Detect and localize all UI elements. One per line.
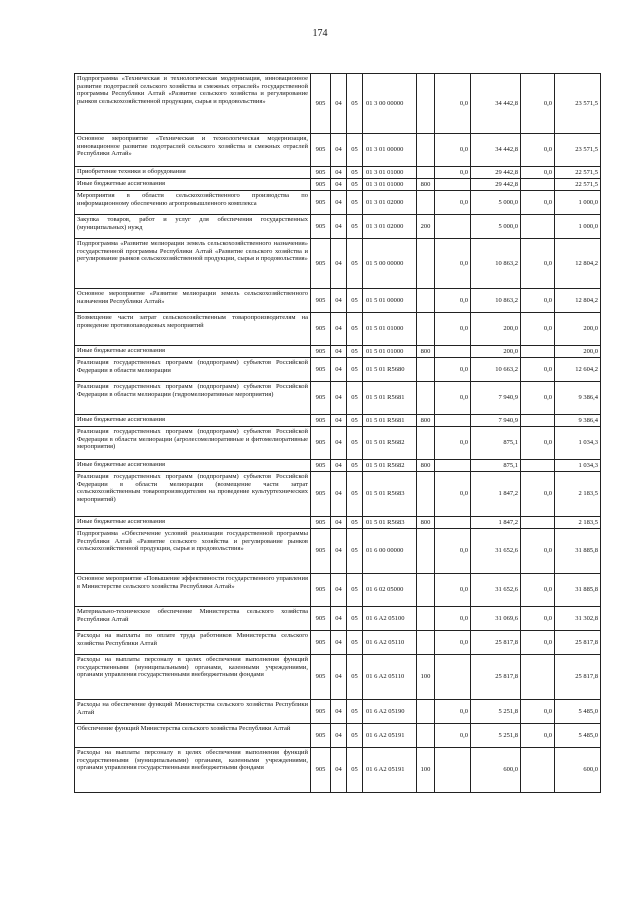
row-value-3: 0,0 <box>521 427 555 460</box>
row-expense-type <box>417 74 435 134</box>
row-value-3: 0,0 <box>521 529 555 574</box>
row-value-4: 12 804,2 <box>555 239 601 289</box>
row-target-article: 01 5 01 R5681 <box>363 415 417 427</box>
row-value-2: 10 663,2 <box>471 358 521 382</box>
row-target-article: 01 5 01 01000 <box>363 313 417 346</box>
table-row <box>75 631 601 655</box>
row-grbs: 905 <box>311 358 331 382</box>
row-target-article: 01 3 01 02000 <box>363 215 417 239</box>
row-name: Иные бюджетные ассигнования <box>75 346 311 358</box>
row-value-4: 9 386,4 <box>555 382 601 415</box>
row-value-4: 2 183,5 <box>555 517 601 529</box>
table-row <box>75 517 601 529</box>
row-subsection: 05 <box>347 607 363 631</box>
row-target-article: 01 3 01 02000 <box>363 191 417 215</box>
row-value-3: 0,0 <box>521 134 555 167</box>
row-target-article: 01 6 00 00000 <box>363 529 417 574</box>
row-grbs: 905 <box>311 700 331 724</box>
row-expense-type <box>417 700 435 724</box>
row-target-article: 01 6 A2 05110 <box>363 655 417 700</box>
row-expense-type: 800 <box>417 179 435 191</box>
row-value-1 <box>435 346 471 358</box>
row-value-2: 29 442,8 <box>471 167 521 179</box>
row-expense-type <box>417 358 435 382</box>
row-grbs: 905 <box>311 472 331 517</box>
row-target-article: 01 3 01 01000 <box>363 179 417 191</box>
row-grbs: 905 <box>311 529 331 574</box>
table-row <box>75 382 601 415</box>
row-value-2: 34 442,8 <box>471 74 521 134</box>
row-value-4: 22 571,5 <box>555 167 601 179</box>
row-subsection: 05 <box>347 724 363 748</box>
row-subsection: 05 <box>347 415 363 427</box>
row-value-3: 0,0 <box>521 574 555 607</box>
row-value-2: 31 652,6 <box>471 574 521 607</box>
table-row <box>75 655 601 700</box>
row-value-4: 2 183,5 <box>555 472 601 517</box>
row-value-1: 0,0 <box>435 700 471 724</box>
row-grbs: 905 <box>311 460 331 472</box>
row-value-3: 0,0 <box>521 382 555 415</box>
row-subsection: 05 <box>347 289 363 313</box>
row-section: 04 <box>331 517 347 529</box>
row-value-2: 25 817,8 <box>471 631 521 655</box>
row-expense-type <box>417 313 435 346</box>
row-name: Обеспечение функций Министерства сельского хозяйства Республики Алтай <box>75 724 311 748</box>
row-target-article: 01 5 00 00000 <box>363 239 417 289</box>
row-value-1: 0,0 <box>435 631 471 655</box>
row-value-4: 22 571,5 <box>555 179 601 191</box>
row-value-2: 5 251,8 <box>471 700 521 724</box>
row-target-article: 01 5 01 R5681 <box>363 382 417 415</box>
row-target-article: 01 6 A2 05110 <box>363 631 417 655</box>
row-value-2: 7 940,9 <box>471 415 521 427</box>
row-target-article: 01 6 A2 05190 <box>363 700 417 724</box>
row-subsection: 05 <box>347 574 363 607</box>
row-value-2: 875,1 <box>471 427 521 460</box>
row-name: Основное мероприятие «Развитие мелиорации земель сельскохозяйственного назначения Республики Алтай» <box>75 289 311 313</box>
row-name: Иные бюджетные ассигнования <box>75 415 311 427</box>
row-name: Расходы на выплаты персоналу в целях обеспечения выполнения функций государственными (муниципальными) органами, казенными учреждениями, органами управления государственными внебюджетными фондами <box>75 748 311 793</box>
row-value-3 <box>521 346 555 358</box>
row-value-2: 7 940,9 <box>471 382 521 415</box>
row-subsection: 05 <box>347 700 363 724</box>
row-expense-type <box>417 472 435 517</box>
row-value-2: 5 000,0 <box>471 215 521 239</box>
row-section: 04 <box>331 655 347 700</box>
row-value-3: 0,0 <box>521 191 555 215</box>
row-section: 04 <box>331 134 347 167</box>
table-row <box>75 134 601 167</box>
row-expense-type <box>417 134 435 167</box>
row-subsection: 05 <box>347 517 363 529</box>
table-row <box>75 239 601 289</box>
row-name: Основное мероприятие «Повышение эффективности государственного управления в Министерстве сельского хозяйства Республики Алтай» <box>75 574 311 607</box>
table-row <box>75 700 601 724</box>
table-row <box>75 346 601 358</box>
row-value-3: 0,0 <box>521 239 555 289</box>
row-section: 04 <box>331 415 347 427</box>
row-value-1: 0,0 <box>435 427 471 460</box>
row-value-4: 31 885,8 <box>555 574 601 607</box>
row-value-3 <box>521 517 555 529</box>
row-grbs: 905 <box>311 74 331 134</box>
row-section: 04 <box>331 382 347 415</box>
table-row <box>75 472 601 517</box>
row-value-2: 10 863,2 <box>471 239 521 289</box>
row-name: Закупка товаров, работ и услуг для обеспечения государственных (муниципальных) нужд <box>75 215 311 239</box>
row-name: Иные бюджетные ассигнования <box>75 517 311 529</box>
row-value-1: 0,0 <box>435 574 471 607</box>
row-section: 04 <box>331 607 347 631</box>
row-value-2: 200,0 <box>471 346 521 358</box>
row-value-1: 0,0 <box>435 382 471 415</box>
row-value-1: 0,0 <box>435 167 471 179</box>
table-row <box>75 358 601 382</box>
row-value-4: 9 386,4 <box>555 415 601 427</box>
row-section: 04 <box>331 215 347 239</box>
row-value-4: 31 302,8 <box>555 607 601 631</box>
row-value-3: 0,0 <box>521 631 555 655</box>
row-grbs: 905 <box>311 382 331 415</box>
row-value-2: 1 847,2 <box>471 472 521 517</box>
row-value-1: 0,0 <box>435 529 471 574</box>
row-value-1: 0,0 <box>435 191 471 215</box>
row-target-article: 01 3 01 01000 <box>363 167 417 179</box>
row-value-2: 31 652,6 <box>471 529 521 574</box>
row-name: Реализация государственных программ (подпрограмм) субъектов Российской Федерации в области мелиорации (возмещение части затрат сельскохозяйственным товаропроизводителям на проведение культуртехнических мероприятий) <box>75 472 311 517</box>
row-value-4: 1 000,0 <box>555 215 601 239</box>
row-section: 04 <box>331 574 347 607</box>
row-grbs: 905 <box>311 215 331 239</box>
row-value-3: 0,0 <box>521 724 555 748</box>
row-grbs: 905 <box>311 179 331 191</box>
row-subsection: 05 <box>347 167 363 179</box>
row-value-1 <box>435 179 471 191</box>
row-subsection: 05 <box>347 179 363 191</box>
row-expense-type <box>417 529 435 574</box>
row-expense-type <box>417 191 435 215</box>
row-value-1: 0,0 <box>435 724 471 748</box>
row-grbs: 905 <box>311 239 331 289</box>
row-target-article: 01 5 01 R5683 <box>363 517 417 529</box>
row-section: 04 <box>331 358 347 382</box>
row-section: 04 <box>331 472 347 517</box>
row-value-3 <box>521 415 555 427</box>
row-value-2: 31 069,6 <box>471 607 521 631</box>
row-value-2: 1 847,2 <box>471 517 521 529</box>
row-subsection: 05 <box>347 460 363 472</box>
row-section: 04 <box>331 74 347 134</box>
row-value-4: 25 817,8 <box>555 631 601 655</box>
row-section: 04 <box>331 179 347 191</box>
row-value-1 <box>435 415 471 427</box>
row-target-article: 01 6 A2 05191 <box>363 748 417 793</box>
row-value-2: 200,0 <box>471 313 521 346</box>
row-grbs: 905 <box>311 415 331 427</box>
row-name: Реализация государственных программ (подпрограмм) субъектов Российской Федерации в области мелиорации (гидромелиоративные мероприятия) <box>75 382 311 415</box>
row-value-2: 25 817,8 <box>471 655 521 700</box>
row-value-3 <box>521 460 555 472</box>
row-name: Реализация государственных программ (подпрограмм) субъектов Российской Федерации в области мелиорации (агролесомелиоративные и фитомелиоративные мероприятия) <box>75 427 311 460</box>
row-expense-type <box>417 382 435 415</box>
row-value-1: 0,0 <box>435 134 471 167</box>
row-grbs: 905 <box>311 724 331 748</box>
row-expense-type: 100 <box>417 655 435 700</box>
row-subsection: 05 <box>347 215 363 239</box>
table-row <box>75 427 601 460</box>
row-section: 04 <box>331 529 347 574</box>
row-expense-type <box>417 167 435 179</box>
row-name: Мероприятия в области сельскохозяйственного производства по информационному обеспечению агропромышленного комплекса <box>75 191 311 215</box>
row-target-article: 01 5 01 01000 <box>363 346 417 358</box>
row-grbs: 905 <box>311 313 331 346</box>
row-value-4: 600,0 <box>555 748 601 793</box>
row-subsection: 05 <box>347 529 363 574</box>
row-value-3: 0,0 <box>521 607 555 631</box>
row-value-2: 875,1 <box>471 460 521 472</box>
row-name: Возмещение части затрат сельскохозяйственным товаропроизводителям на проведение противопаводковых мероприятий <box>75 313 311 346</box>
table-row <box>75 574 601 607</box>
row-section: 04 <box>331 346 347 358</box>
table-row <box>75 289 601 313</box>
row-name: Приобретение техники и оборудования <box>75 167 311 179</box>
row-value-3: 0,0 <box>521 313 555 346</box>
row-value-2: 600,0 <box>471 748 521 793</box>
row-grbs: 905 <box>311 346 331 358</box>
row-value-3 <box>521 655 555 700</box>
row-target-article: 01 3 00 00000 <box>363 74 417 134</box>
row-section: 04 <box>331 631 347 655</box>
row-grbs: 905 <box>311 748 331 793</box>
budget-table <box>74 73 601 793</box>
row-value-3: 0,0 <box>521 358 555 382</box>
row-value-4: 23 571,5 <box>555 74 601 134</box>
row-target-article: 01 6 A2 05100 <box>363 607 417 631</box>
row-value-3 <box>521 215 555 239</box>
row-section: 04 <box>331 427 347 460</box>
table-row <box>75 191 601 215</box>
table-row <box>75 215 601 239</box>
table-row <box>75 607 601 631</box>
table-body <box>75 74 601 793</box>
row-subsection: 05 <box>347 74 363 134</box>
row-value-1 <box>435 655 471 700</box>
row-expense-type: 200 <box>417 215 435 239</box>
row-grbs: 905 <box>311 167 331 179</box>
row-expense-type <box>417 239 435 289</box>
row-subsection: 05 <box>347 346 363 358</box>
row-value-1 <box>435 460 471 472</box>
row-name: Расходы на выплаты по оплате труда работников Министерства сельского хозяйства Республики Алтай <box>75 631 311 655</box>
row-subsection: 05 <box>347 191 363 215</box>
row-value-1: 0,0 <box>435 472 471 517</box>
row-section: 04 <box>331 460 347 472</box>
row-subsection: 05 <box>347 358 363 382</box>
row-value-4: 1 034,3 <box>555 460 601 472</box>
row-name: Подпрограмма «Развитие мелиорации земель сельскохозяйственного назначения» государственной программы Республики Алтай «Развитие сельского хозяйства и регулирование рынков сельскохозяйственной продукции, сырья и продовольствия» <box>75 239 311 289</box>
row-grbs: 905 <box>311 607 331 631</box>
row-name: Расходы на обеспечение функций Министерства сельского хозяйства Республики Алтай <box>75 700 311 724</box>
row-subsection: 05 <box>347 382 363 415</box>
page-number: 174 <box>312 28 328 39</box>
row-expense-type <box>417 607 435 631</box>
row-value-2: 34 442,8 <box>471 134 521 167</box>
row-value-1: 0,0 <box>435 289 471 313</box>
row-subsection: 05 <box>347 655 363 700</box>
row-section: 04 <box>331 289 347 313</box>
row-name: Расходы на выплаты персоналу в целях обеспечения выполнения функций государственными (муниципальными) органами, казенными учреждениями, органами управления государственными внебюджетными фондами <box>75 655 311 700</box>
row-section: 04 <box>331 700 347 724</box>
row-subsection: 05 <box>347 239 363 289</box>
row-value-1 <box>435 215 471 239</box>
row-value-4: 5 485,0 <box>555 724 601 748</box>
row-target-article: 01 6 02 05000 <box>363 574 417 607</box>
row-section: 04 <box>331 748 347 793</box>
row-grbs: 905 <box>311 574 331 607</box>
row-expense-type: 800 <box>417 460 435 472</box>
row-expense-type <box>417 289 435 313</box>
row-value-1: 0,0 <box>435 239 471 289</box>
row-value-4: 12 804,2 <box>555 289 601 313</box>
row-value-1: 0,0 <box>435 607 471 631</box>
row-target-article: 01 5 01 R5683 <box>363 472 417 517</box>
row-value-3 <box>521 748 555 793</box>
row-grbs: 905 <box>311 517 331 529</box>
row-name: Материально-техническое обеспечение Министерства сельского хозяйства Республики Алтай <box>75 607 311 631</box>
table-row <box>75 415 601 427</box>
row-value-2: 10 863,2 <box>471 289 521 313</box>
row-value-1: 0,0 <box>435 358 471 382</box>
row-grbs: 905 <box>311 631 331 655</box>
row-grbs: 905 <box>311 289 331 313</box>
row-value-4: 1 000,0 <box>555 191 601 215</box>
row-section: 04 <box>331 167 347 179</box>
row-name: Подпрограмма «Обеспечение условий реализации государственной программы Республики Алтай «Развитие сельского хозяйства и регулирование рынков сельскохозяйственной продукции, сырья и продовольствия» <box>75 529 311 574</box>
row-value-4: 31 885,8 <box>555 529 601 574</box>
row-value-2: 5 000,0 <box>471 191 521 215</box>
row-subsection: 05 <box>347 472 363 517</box>
row-section: 04 <box>331 313 347 346</box>
row-expense-type <box>417 427 435 460</box>
row-expense-type: 800 <box>417 415 435 427</box>
row-grbs: 905 <box>311 427 331 460</box>
row-target-article: 01 3 01 00000 <box>363 134 417 167</box>
table-row <box>75 724 601 748</box>
row-section: 04 <box>331 191 347 215</box>
row-expense-type <box>417 724 435 748</box>
row-value-4: 5 485,0 <box>555 700 601 724</box>
row-value-3: 0,0 <box>521 74 555 134</box>
table-row <box>75 74 601 134</box>
row-value-3: 0,0 <box>521 700 555 724</box>
row-subsection: 05 <box>347 313 363 346</box>
row-target-article: 01 5 01 R5682 <box>363 460 417 472</box>
row-value-3: 0,0 <box>521 472 555 517</box>
row-name: Подпрограмма «Техническая и технологическая модернизация, инновационное развитие подотраслей сельского хозяйства и смежных отраслей» государственной программы Республики Алтай «Развитие сельского хозяйства и регулирование рынков сельскохозяйственной продукции, сырья и продовольствия» <box>75 74 311 134</box>
row-name: Иные бюджетные ассигнования <box>75 179 311 191</box>
row-value-2: 29 442,8 <box>471 179 521 191</box>
table-row <box>75 460 601 472</box>
row-expense-type: 100 <box>417 748 435 793</box>
table-row <box>75 748 601 793</box>
row-value-3: 0,0 <box>521 167 555 179</box>
row-value-4: 25 817,8 <box>555 655 601 700</box>
row-value-1: 0,0 <box>435 313 471 346</box>
row-name: Основное мероприятие «Техническая и технологическая модернизация, инновационное развитие подотраслей сельского хозяйства и смежных отраслей Республики Алтай» <box>75 134 311 167</box>
row-value-4: 1 034,3 <box>555 427 601 460</box>
row-grbs: 905 <box>311 655 331 700</box>
row-value-4: 12 604,2 <box>555 358 601 382</box>
row-target-article: 01 6 A2 05191 <box>363 724 417 748</box>
row-value-3 <box>521 179 555 191</box>
table-row <box>75 529 601 574</box>
row-value-3: 0,0 <box>521 289 555 313</box>
row-expense-type: 800 <box>417 346 435 358</box>
row-section: 04 <box>331 239 347 289</box>
row-value-4: 200,0 <box>555 346 601 358</box>
row-value-2: 5 251,8 <box>471 724 521 748</box>
row-subsection: 05 <box>347 748 363 793</box>
row-name: Реализация государственных программ (подпрограмм) субъектов Российской Федерации в области мелиорации <box>75 358 311 382</box>
row-value-4: 23 571,5 <box>555 134 601 167</box>
row-expense-type <box>417 574 435 607</box>
row-value-1 <box>435 517 471 529</box>
row-expense-type: 800 <box>417 517 435 529</box>
row-subsection: 05 <box>347 427 363 460</box>
row-expense-type <box>417 631 435 655</box>
row-name: Иные бюджетные ассигнования <box>75 460 311 472</box>
row-target-article: 01 5 01 R5682 <box>363 427 417 460</box>
row-value-4: 200,0 <box>555 313 601 346</box>
table-row <box>75 313 601 346</box>
row-section: 04 <box>331 724 347 748</box>
row-grbs: 905 <box>311 134 331 167</box>
row-target-article: 01 5 01 00000 <box>363 289 417 313</box>
row-value-1: 0,0 <box>435 74 471 134</box>
table-row <box>75 179 601 191</box>
table-row <box>75 167 601 179</box>
row-subsection: 05 <box>347 134 363 167</box>
row-target-article: 01 5 01 R5680 <box>363 358 417 382</box>
row-grbs: 905 <box>311 191 331 215</box>
row-subsection: 05 <box>347 631 363 655</box>
row-value-1 <box>435 748 471 793</box>
